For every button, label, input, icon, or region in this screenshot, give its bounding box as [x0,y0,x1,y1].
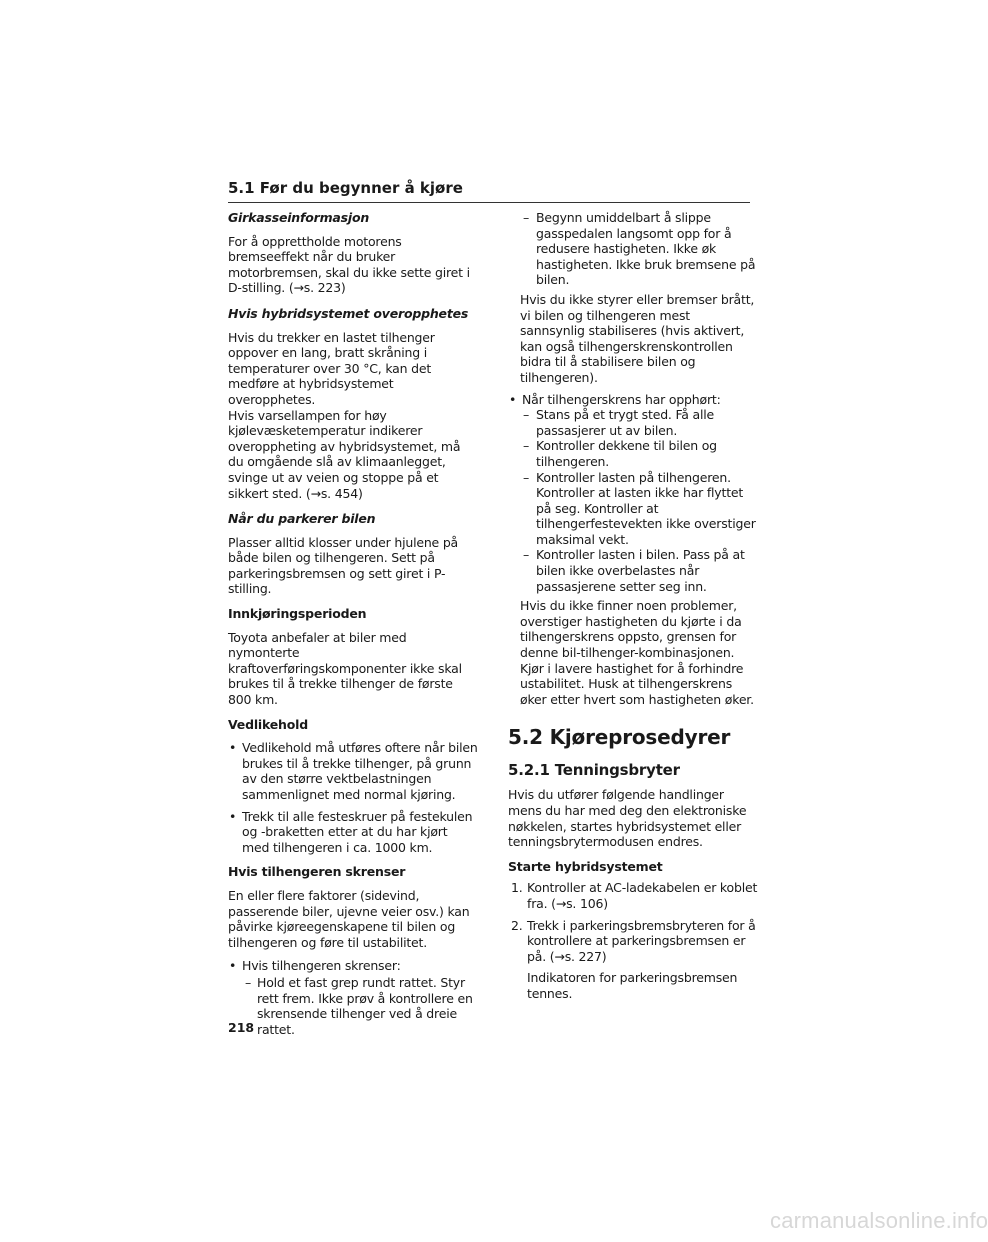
dash-mark: – [523,469,530,485]
break-in-text: Toyota anbefaler at biler med nymonterte kraftoverføringskomponenter ikke skal brukes til å trekke tilhenger de første 800 km. [228,629,462,708]
bullet-mark: • [509,391,517,407]
page-number: 218 [228,1020,255,1035]
maintenance-bullet-text: Trekk til alle festeskruer på festekulen og -braketten etter at du har kjørt med tilhengeren i ca. 1000 km. [242,808,473,855]
parking-text: Plasser alltid klosser under hjulene på både bilen og tilhengeren. Sett på parkeringsbremsen og sett giret i P-stilling. [228,534,459,597]
dash-mark: – [523,547,530,563]
dash-mark: – [523,438,530,454]
girkasse-heading: Girkasseinformasjon [228,210,370,225]
sway-bullet-text: Hvis tilhengeren skrenser: [242,958,401,974]
parking-heading: Når du parkerer bilen [228,511,376,527]
step-text: Kontroller at AC-ladekabelen er koblet fra. (→s. 106) [527,880,758,911]
stopped-dash-text: Kontroller lasten i bilen. Pass på at bilen ikke overbelastes når passasjerene setter seg inn. [536,547,745,594]
bullet-mark: • [229,958,237,974]
overheat-text-1: Hvis du trekker en lastet tilhenger oppover en lang, bratt skråning i temperaturer over 30 °C, kan det medføre at hybridsystemet overopphetes. [228,329,435,407]
sway-text: En eller flere faktorer (sidevind, passerende biler, ujevne veier osv.) kan påvirke kjøreegenskapene til bilen og tilhengeren og føre til ustabilitet. [228,887,470,950]
stopped-bullet [508,392,758,408]
bullet-mark: • [229,808,237,824]
step-number: 1. [511,880,523,896]
maintenance-bullet-text: Vedlikehold må utføres oftere når bilen brukes til å trekke tilhenger, på grunn av den større vektbelastningen sammenlignet med normal kjøring. [242,740,478,802]
overheat-text-2: Hvis varsellampen for høy kjølevæsketemperatur indikerer overoppheting av hybridsystemet, må du omgående slå av klimaanlegget, svinge ut av veien og stoppe på et sikkert sted. (→s. 454) [228,407,461,501]
step-text: Trekk i parkeringsbremsbryteren for å kontrollere at parkeringsbremsen er på. (→s. 227) [527,917,756,964]
step-number: 2. [511,917,523,933]
sway-dash-1 [228,975,478,1037]
stopped-dash-text: Kontroller dekkene til bilen og tilhengeren. [536,438,717,469]
sway-heading: Hvis tilhengeren skrenser [228,864,406,880]
step-1 [508,880,758,911]
break-in-heading: Innkjøringsperioden [228,606,367,622]
subsection-heading: 5.2.1 Tenningsbryter [508,761,680,780]
sway-dash-2 [508,210,758,288]
maintenance-bullet-2 [228,809,478,856]
left-column [228,210,478,1037]
girkasse-text: For å opprettholde motorens bremseeffekt når du bruker motorbremsen, skal du ikke sette giret i D-stilling. (→s. 223) [228,233,470,296]
ignition-text: Hvis du utfører følgende handlinger mens du har med deg den elektroniske nøkkelen, startes hybridsystemet eller tenningsbrytermodusen endres. [508,787,747,850]
section-heading: 5.2 Kjøreprosedyrer [508,725,731,750]
watermark: carmanualsonline.info [770,1208,988,1233]
stopped-dash-text: Kontroller lasten på tilhengeren. Kontroller at lasten ikke har flyttet på seg. Kontroller at tilhengerfestevekten ikke overstiger maksimal vekt. [536,469,756,547]
bullet-mark: • [229,740,237,756]
stopped-bullet-text: Når tilhengerskrens har opphørt: [522,391,721,407]
step-2 [508,918,758,965]
maintenance-bullet-1 [228,740,478,802]
dash-mark: – [245,974,252,990]
dash-mark: – [523,210,530,225]
stopped-dash-text: Stans på et trygt sted. Få alle passasjerer ut av bilen. [536,407,715,438]
stopped-dash-3 [508,470,758,548]
dash-mark: – [523,407,530,423]
right-column [508,210,758,1002]
no-problem-text: Hvis du ikke finner noen problemer, overstiger hastigheten du kjørte i da tilhengerskrens oppsto, grensen for denne bil-tilhenger-kombinasjonen. Kjør i lavere hastighet for å forhindre ustabilitet. Husk at tilhengerskrens øker etter hvert som hastigheten øker. [520,598,754,707]
stopped-dash-1 [508,407,758,438]
maintenance-heading: Vedlikehold [228,716,308,732]
sway-bullet [228,958,478,974]
section-header-title: 5.1 Før du begynner å kjøre [228,179,463,197]
sway-dash-text: Begynn umiddelbart å slippe gasspedalen langsomt opp for å redusere hastigheten. Ikke øk hastigheten. Ikke bruk bremsene på bilen. [536,210,756,288]
start-heading: Starte hybridsystemet [508,858,663,874]
header-rule [228,202,750,203]
overheat-heading: Hvis hybridsystemet overopphetes [228,305,469,321]
sway-dash-text: Hold et fast grep rundt rattet. Styr rett frem. Ikke prøv å kontrollere en skrensende tilhenger ved å dreie rattet. [257,974,473,1037]
stopped-dash-4 [508,547,758,594]
steer-text: Hvis du ikke styrer eller bremser brått, vi bilen og tilhengeren mest sannsynlig stabiliseres (hvis aktivert, kan også tilhengerskrenskontrollen bidra til å stabilisere bilen og tilhengeren). [520,291,755,385]
stopped-dash-2 [508,438,758,469]
step-2-note: Indikatoren for parkeringsbremsen tennes. [527,970,738,1001]
